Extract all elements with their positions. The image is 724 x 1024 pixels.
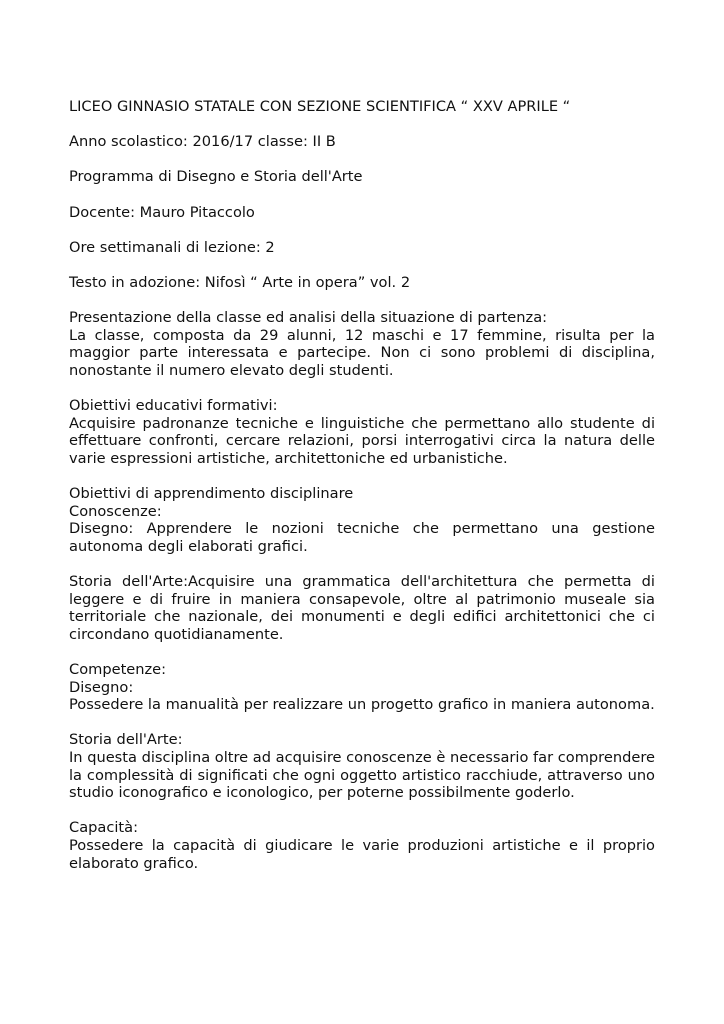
obiettivi-educativi-text: Acquisire padronanze tecniche e linguistiche che permettano allo studente di effettuare confronti, cercare relazioni, porsi interrogativi circa la natura delle varie espressioni artistiche, architettoniche ed urbanistiche. (69, 414, 655, 467)
competenze-storia-text: In questa disciplina oltre ad acquisire conoscenze è necessario far comprendere la complessità di significati che ogni oggetto artistico racchiude, attraverso uno studio iconografico e iconologico, per poterne possibilmente goderlo. (69, 748, 655, 802)
competenze-disegno-label: Disegno: (69, 678, 134, 696)
school-year-class: Anno scolastico: 2016/17 classe: II B (69, 133, 336, 151)
program-title: Programma di Disegno e Storia dell'Arte (69, 168, 363, 186)
competenze-disegno-text: Possedere la manualità per realizzare un progetto grafico in maniera autonoma. (69, 696, 655, 714)
presentazione-heading: Presentazione della classe ed analisi della situazione di partenza: (69, 309, 548, 327)
conoscenze-heading: Conoscenze: (69, 502, 162, 520)
textbook: Testo in adozione: Nifosì “ Arte in opera” vol. 2 (69, 273, 411, 291)
weekly-hours: Ore settimanali di lezione: 2 (69, 238, 275, 256)
competenze-heading: Competenze: (69, 661, 167, 678)
school-header: LICEO GINNASIO STATALE CON SEZIONE SCIENTIFICA “ XXV APRILE “ (69, 98, 571, 115)
obiettivi-educativi-heading: Obiettivi educativi formativi: (69, 397, 278, 415)
teacher: Docente: Mauro Pitaccolo (69, 203, 255, 221)
conoscenze-storia-text: Storia dell'Arte:Acquisire una grammatica dell'architettura che permetta di leggere e di fruire in maniera consapevole, oltre al patrimonio museale sia territoriale che nazionale, dei monumenti e degli edifici architettonici che ci circondano quotidianamente. (69, 573, 655, 643)
obiettivi-apprendimento-heading: Obiettivi di apprendimento disciplinare (69, 485, 354, 503)
capacita-heading: Capacità: (69, 819, 138, 837)
conoscenze-disegno-text: Disegno: Apprendere le nozioni tecniche che permettano una gestione autonoma degli elaborati grafici. (69, 520, 655, 555)
presentazione-text: La classe, composta da 29 alunni, 12 maschi e 17 femmine, risulta per la maggior parte interessata e partecipe. Non ci sono problemi di disciplina, nonostante il numero elevato degli studenti. (69, 326, 655, 379)
document-page (69, 98, 655, 872)
capacita-text: Possedere la capacità di giudicare le varie produzioni artistiche e il proprio elaborato grafico. (69, 836, 655, 872)
competenze-storia-label: Storia dell'Arte: (69, 731, 183, 749)
